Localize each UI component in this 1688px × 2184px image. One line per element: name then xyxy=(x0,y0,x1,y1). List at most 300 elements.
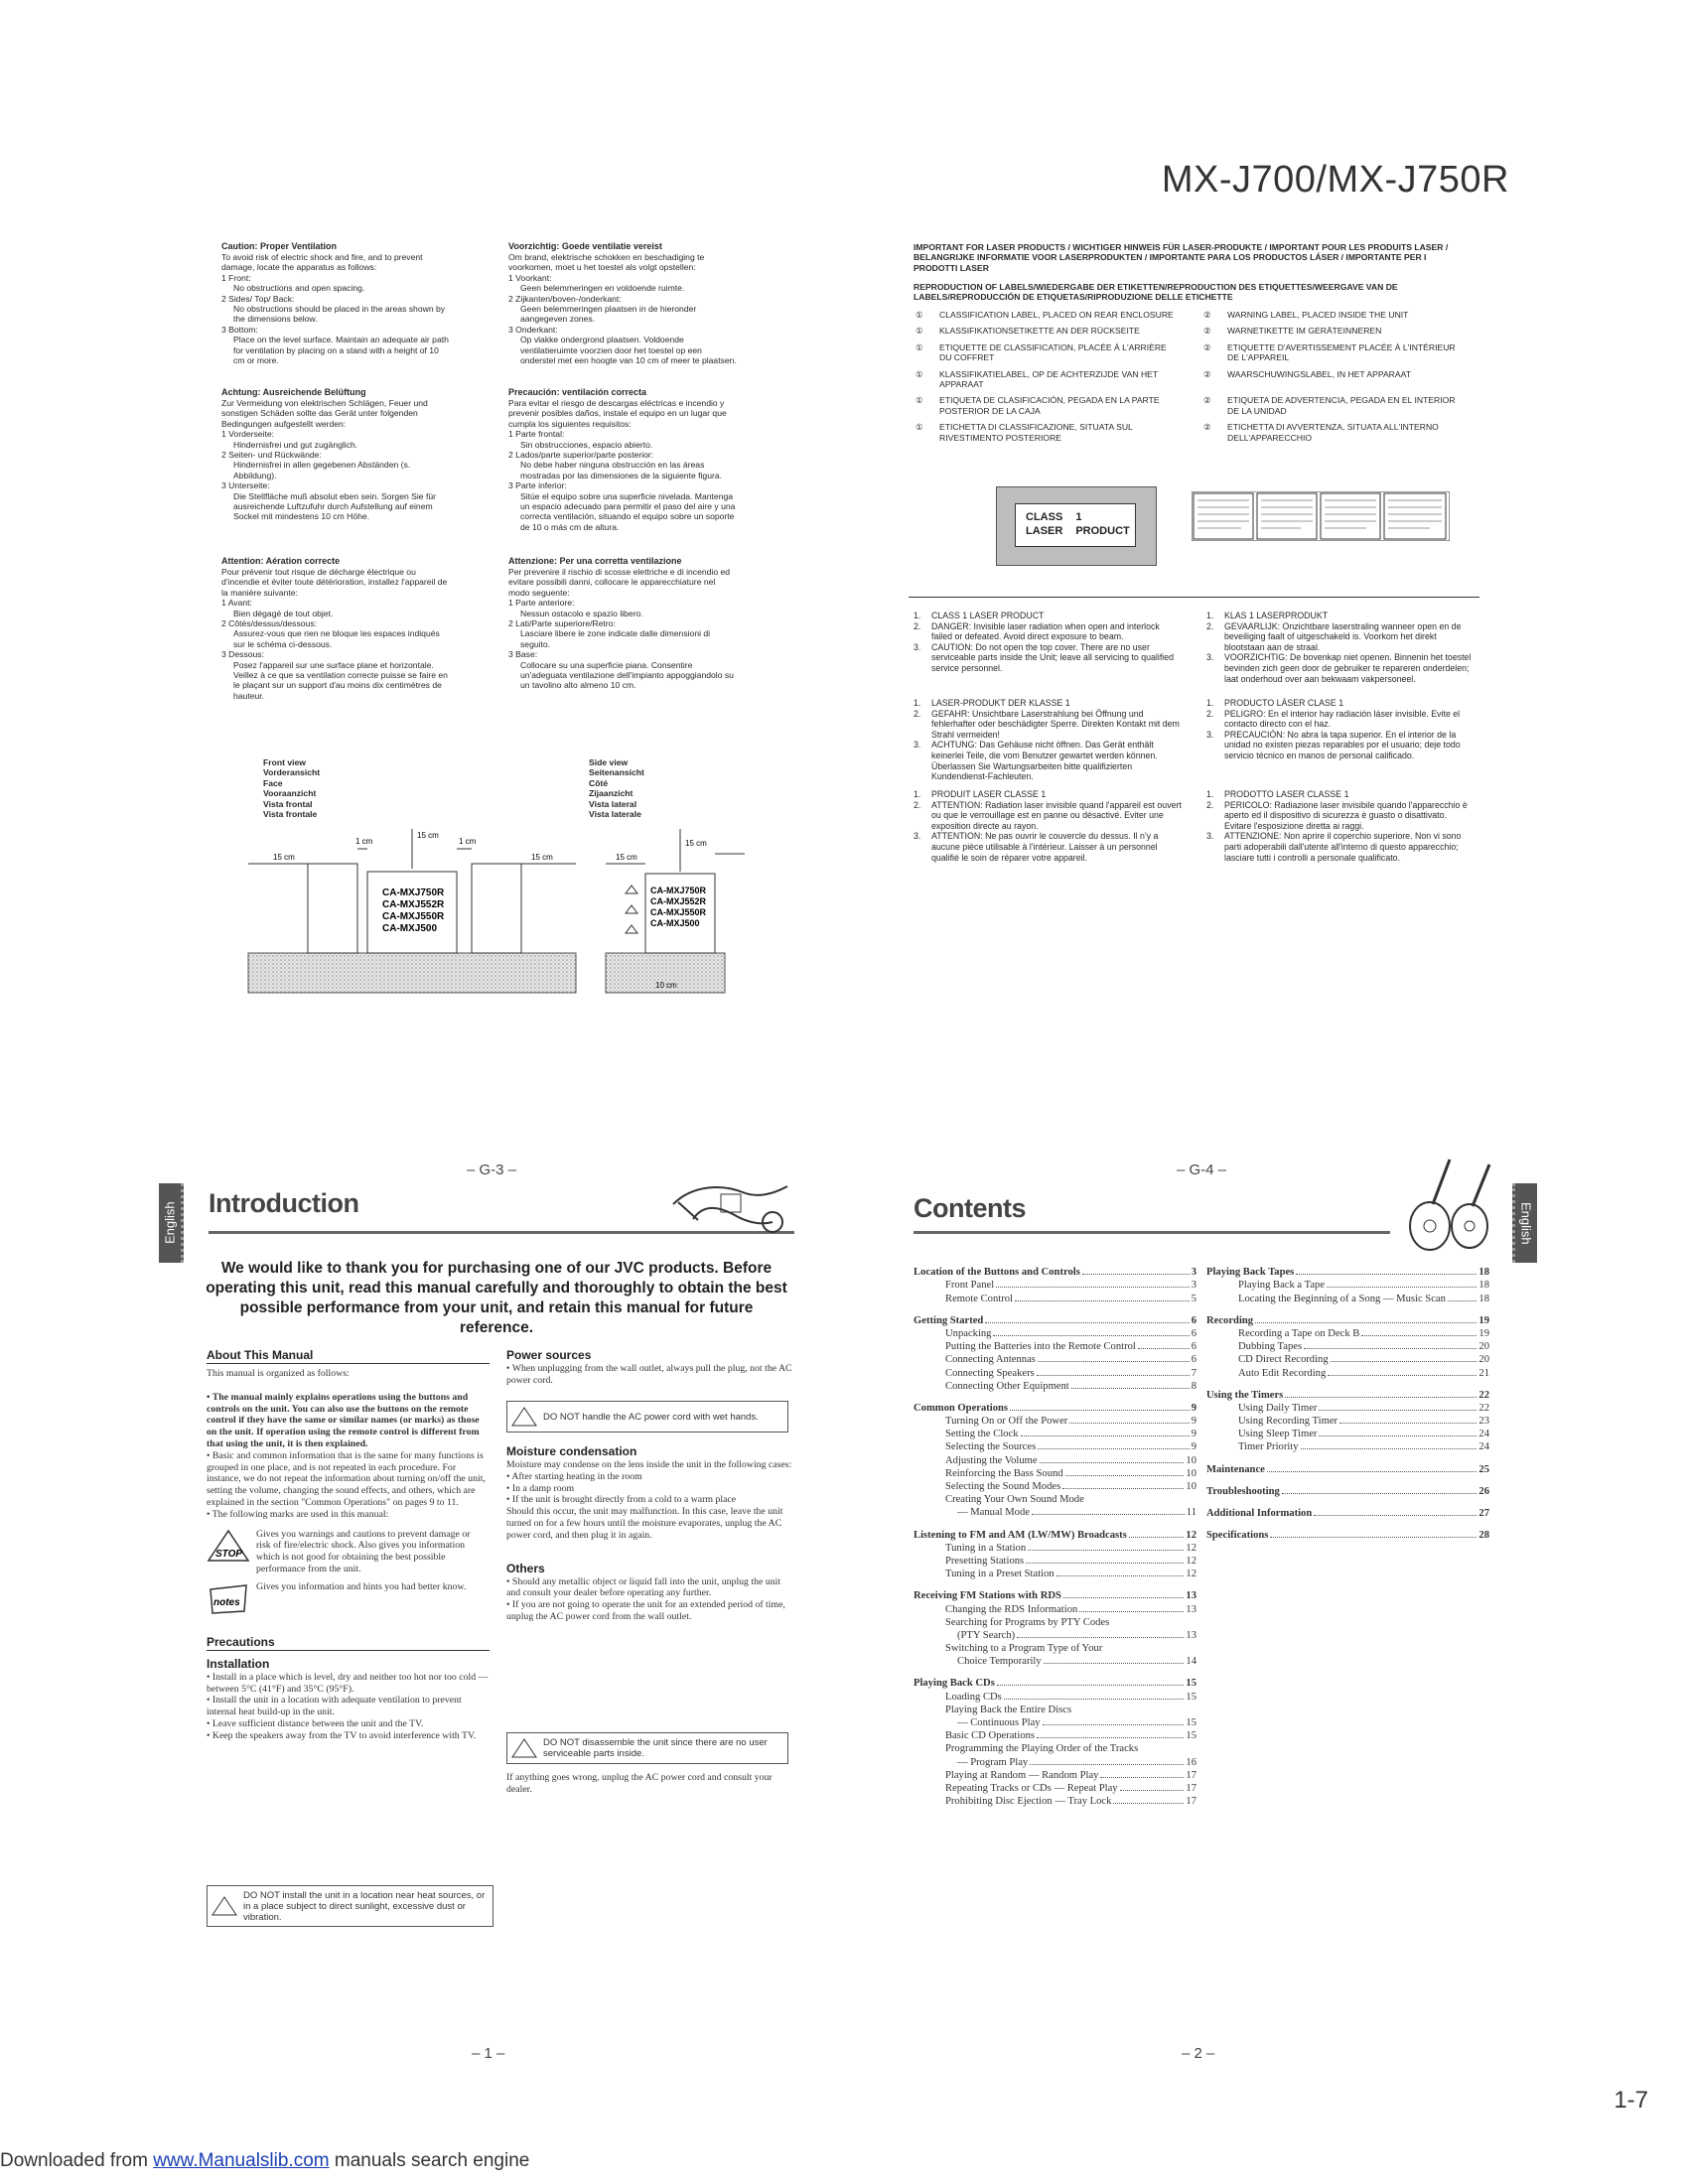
side-model-3: CA-MXJ500 xyxy=(650,918,700,928)
toc-entry[interactable] xyxy=(914,1339,1196,1352)
toc-entry[interactable] xyxy=(1206,1313,1489,1326)
laser-list-number: 2. xyxy=(914,620,921,631)
laser-list-text: KLAS 1 LASERPRODUKT xyxy=(1224,611,1329,620)
warning-stop-icon xyxy=(211,1896,237,1916)
toc-leader xyxy=(1017,1637,1184,1638)
toc-entry[interactable] xyxy=(914,1439,1196,1452)
laser-list-number: 2. xyxy=(914,708,921,719)
vent-block-line: Zur Vermeidung von elektrischen Schlägen, Feuer und sonstigen Schäden sollte das Gerät unter folgenden Bedingungen aufgestellt werden: xyxy=(221,398,428,429)
toc-entry-label: Reinforcing the Bass Sound xyxy=(945,1467,1063,1479)
toc-leader xyxy=(1032,1514,1185,1515)
footer xyxy=(0,2150,529,2172)
toc-entry[interactable] xyxy=(914,1466,1196,1479)
toc-entry[interactable] xyxy=(914,1794,1196,1807)
toc-entry[interactable] xyxy=(914,1352,1196,1365)
laser-list-text: LASER-PRODUKT DER KLASSE 1 xyxy=(931,698,1070,708)
toc-entry-label: Unpacking xyxy=(945,1327,992,1339)
laser-list-number: 1. xyxy=(914,789,921,799)
toc-entry[interactable] xyxy=(914,1741,1196,1754)
toc-entry-page: 14 xyxy=(1186,1656,1196,1668)
laser-list-item xyxy=(1206,621,1475,653)
toc-entry[interactable] xyxy=(914,1703,1196,1715)
toc-leader xyxy=(1361,1335,1477,1336)
toc-entry[interactable] xyxy=(914,1401,1196,1414)
installation-list xyxy=(207,1672,490,1742)
toc-entry[interactable] xyxy=(914,1505,1196,1518)
toc-entry-page: 7 xyxy=(1191,1367,1196,1379)
page-number-g3: – G-3 – xyxy=(467,1161,517,1178)
side-label-4: Vista lateral xyxy=(589,798,637,809)
toc-entry[interactable] xyxy=(914,1601,1196,1614)
toc-entry-label: Timer Priority xyxy=(1238,1441,1299,1453)
vent-block-line: Geen belemmeringen plaatsen in de hieronder aangegeven zones. xyxy=(520,304,697,325)
toc-right xyxy=(1206,1256,1489,1541)
laser-list-number: 2. xyxy=(914,799,921,810)
toc-leader xyxy=(1038,1448,1190,1449)
label-item xyxy=(1203,422,1462,443)
side-model-0: CA-MXJ750R xyxy=(650,886,707,895)
laser-list-item xyxy=(1206,730,1475,761)
toc-leader xyxy=(1448,1300,1477,1301)
laser-list-number: 3. xyxy=(914,641,921,652)
side-label-0: Side view xyxy=(589,757,629,767)
toc-entry-page: 12 xyxy=(1186,1569,1196,1580)
vent-block-line: 3 Base: xyxy=(508,649,538,660)
laser-word: LASER xyxy=(1026,525,1063,537)
footer-prefix: Downloaded from xyxy=(0,2150,154,2171)
vent-block-line: Geen belemmeringen en voldoende ruimte. xyxy=(520,283,685,294)
label-item-number: ② xyxy=(1203,395,1211,406)
vent-block-line: Lasciare libere le zone indicate dalle dimensioni di seguito. xyxy=(520,628,711,649)
toc-entry[interactable] xyxy=(1206,1427,1489,1439)
vent-block-line: Sitúe el equipo sobre una superficie nivelada. Mantenga un espacio adecuado para permitir el paso del aire y una correcta ventilación, situando el equipo sobre un soporte de 10 o más cm de altura. xyxy=(520,490,736,532)
moisture-section xyxy=(506,1444,794,1623)
toc-entry-label: — Continuous Play xyxy=(957,1717,1041,1728)
vent-block-line: Collocare su una superficie piana. Consentire un'adeguata ventilazione dell'impianto appoggiandolo su un tavolino alto almeno 10 cm. xyxy=(520,659,734,691)
toc-entry-label: Connecting Antennas xyxy=(945,1354,1036,1366)
front-label-1: Vorderansicht xyxy=(263,767,321,778)
toc-leader xyxy=(1082,1274,1190,1275)
toc-entry[interactable] xyxy=(1206,1339,1489,1352)
toc-leader xyxy=(1065,1475,1185,1476)
toc-entry-page: 9 xyxy=(1191,1429,1196,1440)
toc-leader xyxy=(1319,1435,1477,1436)
toc-entry[interactable] xyxy=(1206,1265,1489,1278)
stop-mark-text: Gives you warnings and cautions to prevent damage or risk of fire/electric shock. Also gives you information which is not good for obtaining the best possible performance from the unit. xyxy=(256,1528,471,1574)
model-1: CA-MXJ552R xyxy=(382,899,445,910)
power-bullet: • When unplugging from the wall outlet, always pull the plug, not the AC power cord. xyxy=(506,1363,792,1386)
vent-block-line: To avoid risk of electric shock and fire, and to prevent damage, locate the apparatus as follows: xyxy=(221,252,423,273)
toc-entry[interactable] xyxy=(914,1265,1196,1278)
toc-entry-page: 9 xyxy=(1191,1416,1196,1428)
vent-block-line: 2 Lados/parte superior/parte posterior: xyxy=(508,450,654,461)
toc-entry-page: 12 xyxy=(1186,1542,1196,1554)
toc-entry-label: Troubleshooting xyxy=(1206,1485,1280,1497)
side-label-5: Vista laterale xyxy=(589,809,641,820)
toc-leader xyxy=(1296,1274,1477,1275)
toc-leader xyxy=(1282,1493,1477,1494)
toc-entry-page: 10 xyxy=(1186,1454,1196,1466)
toc-entry[interactable] xyxy=(914,1541,1196,1554)
page-number-2: – 2 – xyxy=(1182,2045,1215,2062)
toc-entry[interactable] xyxy=(914,1379,1196,1392)
toc-entry[interactable] xyxy=(1206,1439,1489,1452)
toc-leader xyxy=(1043,1724,1185,1725)
laser-list-text: PRODUIT LASER CLASSE 1 xyxy=(931,789,1047,799)
toc-entry-label: Locating the Beginning of a Song — Music Scan xyxy=(1238,1293,1446,1304)
toc-entry-label: Using Sleep Timer xyxy=(1238,1429,1318,1440)
laser-list-number: 1. xyxy=(914,698,921,708)
toc-entry[interactable] xyxy=(914,1689,1196,1702)
front-label-5: Vista frontale xyxy=(263,809,318,820)
otherslist-item: • If you are not going to operate the unit for an extended period of time, unplug the AC power cord from the wall outlet. xyxy=(506,1599,785,1622)
laser-list-text: ACHTUNG: Das Gehäuse nicht öffnen. Das Gerät enthält keinerlei Teile, die vom Benutzer gewartet werden können. Überlassen Sie Wartungsarbeiten bitte qualifizierten Kundendienst-Fachleuten. xyxy=(931,740,1158,782)
toc-leader xyxy=(1069,1423,1189,1424)
toc-leader xyxy=(1100,1777,1184,1778)
label-item-number: ② xyxy=(1203,310,1211,320)
toc-entry-page: 22 xyxy=(1478,1389,1489,1401)
toc-entry-page: 12 xyxy=(1186,1529,1196,1541)
toc-entry-page: 22 xyxy=(1478,1402,1489,1414)
installlist-item: • Leave sufficient distance between the unit and the TV. xyxy=(207,1717,424,1729)
toc-entry[interactable] xyxy=(914,1313,1196,1326)
language-tab-right xyxy=(1512,1183,1537,1263)
warning-stop-icon-2 xyxy=(511,1407,537,1427)
toc-entry-label: Searching for Programs by PTY Codes xyxy=(945,1616,1110,1628)
vent-block-line: 2 Zijkanten/boven-/onderkant: xyxy=(508,293,622,304)
moisture-end: Should this occur, the unit may malfunction. In this case, leave the unit turned on for a few hours until the moisture evaporates, unplug the AC power cord, and then plug it in again. xyxy=(506,1506,783,1541)
toc-leader xyxy=(996,1287,1190,1288)
laser-list-text: PRODUCTO LÁSER CLASE 1 xyxy=(1224,698,1344,708)
label-item-number: ② xyxy=(1203,326,1211,337)
warning-install xyxy=(207,1885,493,1927)
toc-entry[interactable] xyxy=(914,1554,1196,1567)
label-item-text: ETIQUETTE D'AVERTISSEMENT PLACÉE À L'INTÉRIEUR DE L'APPAREIL xyxy=(1227,341,1456,363)
laser-list-text: CAUTION: Do not open the top cover. There are no user serviceable parts inside the Unit; leave all servicing to qualified service personnel. xyxy=(931,641,1174,673)
label-item-text: WAARSCHUWINGSLABEL, IN HET APPARAAT xyxy=(1227,368,1411,379)
laser-list-item xyxy=(1206,652,1475,684)
toc-entry-page: 23 xyxy=(1478,1416,1489,1428)
moistlist-item: • If the unit is brought directly from a cold to a warm place xyxy=(506,1494,737,1506)
toc-entry[interactable] xyxy=(914,1365,1196,1378)
laser-list-text: PELIGRO: En el interior hay radiación láser invisible. Evite el contacto directo con el haz. xyxy=(1224,708,1461,730)
toc-entry-label: Tuning in a Preset Station xyxy=(945,1569,1055,1580)
toc-entry[interactable] xyxy=(914,1414,1196,1427)
vent-block-line: 2 Lati/Parte superiore/Retro: xyxy=(508,618,616,629)
laser-list-text: GEVAARLIJK: Onzichtbare laserstraling wanneer open en de beveiliging faalt of uitgeschakeld is. Voorkom het direkt blootstaan aan de straal. xyxy=(1224,620,1462,652)
dim-1cm-right: 1 cm xyxy=(459,837,477,846)
toc-entry-label: Programming the Playing Order of the Tracks xyxy=(945,1743,1139,1755)
label-item-text: CLASSIFICATION LABEL, PLACED ON REAR ENCLOSURE xyxy=(939,310,1174,320)
toc-entry[interactable] xyxy=(1206,1326,1489,1339)
vent-block xyxy=(508,556,737,691)
class1-label xyxy=(996,486,1157,566)
front-label-4: Vista frontal xyxy=(263,798,313,809)
laser-list-number: 1. xyxy=(1206,611,1214,620)
toc-entry-label: Turning On or Off the Power xyxy=(945,1416,1068,1428)
toc-entry[interactable] xyxy=(914,1715,1196,1728)
toc-leader xyxy=(1339,1423,1477,1424)
laser-list-number: 1. xyxy=(914,611,921,620)
laser-list-number: 2. xyxy=(1206,708,1214,719)
side-model-1: CA-MXJ552R xyxy=(650,896,707,906)
toc-entry[interactable] xyxy=(1206,1484,1489,1497)
label-item-text: ETIQUETA DE CLASIFICACIÓN, PEGADA EN LA PARTE POSTERIOR DE LA CAJA xyxy=(939,395,1160,416)
toc-leader xyxy=(1328,1375,1477,1376)
toc-entry[interactable] xyxy=(914,1754,1196,1767)
toc-entry[interactable] xyxy=(1206,1388,1489,1401)
toc-entry[interactable] xyxy=(914,1615,1196,1628)
about-section xyxy=(207,1348,490,1742)
toc-entry-page: 18 xyxy=(1478,1267,1489,1279)
about-intro: This manual is organized as follows: xyxy=(207,1368,350,1379)
label-item-number: ② xyxy=(1203,368,1211,379)
toc-entry[interactable] xyxy=(1206,1506,1489,1519)
toc-leader xyxy=(1113,1803,1184,1804)
toc-leader xyxy=(1015,1300,1190,1301)
toc-entry-label: Specifications xyxy=(1206,1530,1269,1542)
class1-inner xyxy=(1015,503,1136,547)
toc-entry-page: 24 xyxy=(1478,1441,1489,1453)
label-item-number: ① xyxy=(915,422,923,433)
toc-leader xyxy=(997,1685,1185,1686)
label-item xyxy=(915,395,1174,416)
product-word: PRODUCT xyxy=(1075,525,1130,537)
toc-entry-page: 6 xyxy=(1191,1341,1196,1353)
vent-block-line: 1 Parte frontal: xyxy=(508,429,565,440)
toc-entry-page: 25 xyxy=(1478,1463,1489,1475)
laser-list-text: VOORZICHTIG: De bovenkap niet openen. Binnenin het toestel bevinden zich geen door de gebruiker te repareren onderdelen; laat onderhoud over aan bekwaam vakpersoneel. xyxy=(1224,652,1472,684)
vent-block-line: 3 Unterseite: xyxy=(221,480,270,491)
dim-15cm-top: 15 cm xyxy=(417,831,439,840)
toc-leader xyxy=(1327,1287,1477,1288)
label-item-number: ① xyxy=(915,368,923,379)
label-item-number: ② xyxy=(1203,341,1211,352)
toc-entry[interactable] xyxy=(914,1452,1196,1465)
label-locations xyxy=(915,310,1462,443)
label-item-text: ETICHETTA DI CLASSIFICAZIONE, SITUATA SUL RIVESTIMENTO POSTERIORE xyxy=(939,422,1133,443)
laser-list xyxy=(1206,789,1475,863)
footer-link[interactable]: www.Manualslib.com xyxy=(153,2150,330,2171)
vent-block-line: 1 Avant: xyxy=(221,598,252,609)
toc-entry-label: Additional Information xyxy=(1206,1508,1313,1519)
precautions-title: Precautions xyxy=(207,1635,490,1651)
toc-entry-label: Connecting Other Equipment xyxy=(945,1380,1069,1392)
warning-power-text: DO NOT handle the AC power cord with wet hands. xyxy=(543,1411,759,1423)
toc-entry-page: 6 xyxy=(1191,1354,1196,1366)
vent-block-line: 1 Front: xyxy=(221,272,251,283)
intro-lead: We would like to thank you for purchasing one of our JVC products. Before operating this unit, read this manual carefully and thoroughly to obtain the best possible performance from your unit, and retain this manual for future reference. xyxy=(206,1260,787,1336)
toc-entry[interactable] xyxy=(914,1728,1196,1741)
toc-entry[interactable] xyxy=(914,1278,1196,1291)
toc-entry-page: 9 xyxy=(1191,1402,1196,1414)
laser-list-text: PRODOTTO LASER CLASSE 1 xyxy=(1224,789,1349,799)
dim-15cm-side-left: 15 cm xyxy=(616,853,637,862)
laser-list-item xyxy=(914,800,1182,832)
warning-disassemble xyxy=(506,1732,788,1764)
label-item-number: ① xyxy=(915,326,923,337)
toc-entry-label: Dubbing Tapes xyxy=(1238,1341,1303,1353)
about-bullet-2: • Basic and common information that is the same for many functions is grouped in one place, and is not repeated in each procedure. For instance, we do not repeat the information about turning on/off the unit, setting the volume, changing the sound effects, and others, which are explained in the section "Common Operations" on pages 9 to 11. xyxy=(207,1449,486,1508)
toc-entry-page: 20 xyxy=(1478,1354,1489,1366)
toc-entry-page: 15 xyxy=(1186,1717,1196,1728)
toc-entry-label: Selecting the Sources xyxy=(945,1441,1037,1453)
front-label-2: Face xyxy=(263,777,283,788)
toc-entry[interactable] xyxy=(1206,1401,1489,1414)
toc-entry-label: Remote Control xyxy=(945,1293,1013,1304)
installlist-item: • Install in a place which is level, dry and neither too hot nor too cold — between 5°C (41°F) and 35°C (95°F). xyxy=(207,1671,489,1695)
toc-leader xyxy=(1004,1699,1185,1700)
laser-list-number: 1. xyxy=(1206,789,1214,799)
toc-entry[interactable] xyxy=(914,1654,1196,1667)
toc-entry[interactable] xyxy=(914,1492,1196,1505)
toc-entry-page: 6 xyxy=(1191,1314,1196,1326)
toc-entry[interactable] xyxy=(914,1567,1196,1579)
vent-block-line: Para evitar el riesgo de descargas eléctricas e incendio y prevenir posibles daños, instale el equipo en un lugar que cumpla los siguientes requisitos: xyxy=(508,398,727,429)
toc-entry[interactable] xyxy=(914,1628,1196,1641)
moisture-intro: Moisture may condense on the lens inside the unit in the following cases: xyxy=(506,1459,792,1470)
label-item-text: ETICHETTA DI AVVERTENZA, SITUATA ALL'INTERNO DELL'APPARECCHIO xyxy=(1227,422,1439,443)
toc-entry-label: Common Operations xyxy=(914,1402,1009,1414)
toc-entry-page: 10 xyxy=(1186,1467,1196,1479)
vent-block-line: 3 Dessous: xyxy=(221,649,264,660)
toc-entry-page: 17 xyxy=(1186,1782,1196,1794)
others-end: If anything goes wrong, unplug the AC power cord and consult your dealer. xyxy=(506,1772,773,1795)
vent-block-line: 2 Seiten- und Rückwände: xyxy=(221,450,322,461)
toc-entry-label: Presetting Stations xyxy=(945,1555,1025,1567)
toc-entry[interactable] xyxy=(1206,1278,1489,1291)
toc-entry[interactable] xyxy=(914,1527,1196,1540)
laser-list-text: ATTENZIONE: Non aprire il coperchio superiore. Non vi sono parti adoperabili dall'utente all'interno di questo apparecchio; lasciare tutti i controlli a personale qualificato. xyxy=(1224,831,1462,863)
warning-power xyxy=(506,1401,788,1433)
toc-entry-label: Using Recording Timer xyxy=(1238,1416,1338,1428)
laser-list-item xyxy=(1206,611,1475,621)
toc-entry[interactable] xyxy=(914,1676,1196,1689)
laser-list-item xyxy=(914,621,1182,642)
laser-heading: IMPORTANT FOR LASER PRODUCTS / WICHTIGER HINWEIS FÜR LASER-PRODUKTE / IMPORTANT POUR LES PRODUITS LASER / BELANGRIJKE INFORMATIE VOOR LASERPRODUKTEN / IMPORTANTE PARA LOS PRODUCTOS LÁSER / IMPORTANTE PER I PRODOTTI LASER xyxy=(914,242,1449,273)
toc-entry-label: Using Daily Timer xyxy=(1238,1402,1318,1414)
laser-list-item xyxy=(1206,709,1475,730)
toc-entry-label: Prohibiting Disc Ejection — Tray Lock xyxy=(945,1796,1112,1808)
warning-disassemble-text: DO NOT disassemble the unit since there are no user serviceable parts inside. xyxy=(543,1737,768,1759)
toc-entry-page: 18 xyxy=(1478,1293,1489,1304)
toc-entry-label: Loading CDs xyxy=(945,1691,1002,1703)
toc-leader xyxy=(1304,1348,1477,1349)
toc-leader xyxy=(1062,1488,1184,1489)
vent-block-line: Op vlakke ondergrond plaatsen. Voldoende ventilatieruimte voorzien door het toestel op een onderstel met een hoogte van 10 cm of meer te plaatsen. xyxy=(520,335,737,366)
vent-block-title: Attention: Aération correcte xyxy=(221,556,341,566)
side-model-2: CA-MXJ550R xyxy=(650,907,707,917)
model-0: CA-MXJ750R xyxy=(382,887,445,898)
toc-entry[interactable] xyxy=(1206,1528,1489,1541)
toc-leader xyxy=(1040,1462,1185,1463)
toc-entry[interactable] xyxy=(1206,1365,1489,1378)
laser-list-item xyxy=(1206,831,1475,863)
toc-entry-page: 12 xyxy=(1186,1555,1196,1567)
toc-entry-page: 24 xyxy=(1478,1429,1489,1440)
toc-entry[interactable] xyxy=(914,1781,1196,1794)
label-item xyxy=(915,369,1174,390)
laser-list-item xyxy=(1206,698,1475,709)
toc-entry-label: Creating Your Own Sound Mode xyxy=(945,1494,1084,1506)
toc-entry[interactable] xyxy=(1206,1352,1489,1365)
dim-15cm-right: 15 cm xyxy=(531,853,553,862)
toc-entry-label: Playing Back Tapes xyxy=(1206,1267,1295,1279)
toc-entry[interactable] xyxy=(914,1326,1196,1339)
laser-list-item xyxy=(914,831,1182,863)
toc-leader xyxy=(1129,1537,1185,1538)
toc-entry-page: 13 xyxy=(1186,1629,1196,1641)
g4-rule xyxy=(909,597,1479,598)
toc-entry-page: 9 xyxy=(1191,1441,1196,1453)
toc-leader xyxy=(1030,1764,1184,1765)
label-item xyxy=(915,310,1174,320)
sheet-page-number: 1-7 xyxy=(1614,2087,1648,2114)
toc-leader xyxy=(1331,1361,1477,1362)
toc-entry[interactable] xyxy=(1206,1461,1489,1474)
toc-entry[interactable] xyxy=(914,1479,1196,1492)
toc-entry[interactable] xyxy=(914,1641,1196,1654)
vent-block-line: 2 Sides/ Top/ Back: xyxy=(221,293,295,304)
toc-leader xyxy=(1063,1597,1185,1598)
toc-entry-label: Maintenance xyxy=(1206,1463,1265,1475)
ventilation-diagram xyxy=(228,824,745,1023)
vent-block-line: Posez l'appareil sur une surface plane et horizontale. Veillez à ce que sa ventilation correcte puisse se faire en le plaçant sur un support d'au moins dix centimètres de hauteur. xyxy=(233,659,448,701)
toc-entry[interactable] xyxy=(914,1768,1196,1781)
toc-leader xyxy=(1071,1388,1190,1389)
vent-block-line: Sin obstrucciones, espacio abierto. xyxy=(520,439,653,450)
label-item-text: WARNING LABEL, PLACED INSIDE THE UNIT xyxy=(1227,310,1409,320)
toc-leader xyxy=(1026,1563,1184,1564)
toc-entry[interactable] xyxy=(914,1291,1196,1303)
toc-leader xyxy=(985,1322,1189,1323)
label-item-text: KLASSIFIKATIELABEL, OP DE ACHTERZIJDE VAN HET APPARAAT xyxy=(939,368,1158,390)
moisture-title: Moisture condensation xyxy=(506,1444,637,1458)
power-title: Power sources xyxy=(506,1348,592,1362)
toc-entry[interactable] xyxy=(914,1588,1196,1601)
label-item xyxy=(1203,310,1462,320)
vent-block-line: Pour prévenir tout risque de décharge électrique ou d'incendie et éviter toute détérioration, installez l'appareil de la manière suivante: xyxy=(221,567,448,598)
vent-block-line: 2 Côtés/dessus/dessous: xyxy=(221,618,318,629)
toc-entry-page: 20 xyxy=(1478,1341,1489,1353)
front-view-labels xyxy=(263,757,320,819)
labels-heading: REPRODUCTION OF LABELS/WIEDERGABE DER ETIKETTEN/REPRODUCTION DES ETIQUETTES/WEERGAVE VAN DE LABELS/REPRODUCCIÓN DE ETIQUETAS/RIPRODUZIONE DELLE ETICHETTE xyxy=(914,282,1398,303)
dim-10cm: 10 cm xyxy=(655,981,677,990)
laser-list-item xyxy=(914,642,1182,674)
vent-block-title: Attenzione: Per una corretta ventilazione xyxy=(508,556,682,566)
laser-list-number: 1. xyxy=(1206,698,1214,708)
vent-block-line: Per prevenire il rischio di scosse elettriche e di incendio ed evitare possibili danni, collocare le apparecchiature nel modo seguente: xyxy=(508,567,731,598)
toc-entry-page: 3 xyxy=(1191,1280,1196,1292)
toc-leader xyxy=(1056,1575,1185,1576)
label-item-number: ① xyxy=(915,341,923,352)
toc-leader xyxy=(1037,1375,1190,1376)
toc-entry-label: Receiving FM Stations with RDS xyxy=(914,1590,1061,1602)
laser-list-number: 3. xyxy=(914,740,921,751)
label-item xyxy=(915,422,1174,443)
toc-entry-page: 3 xyxy=(1191,1267,1196,1279)
notes-icon xyxy=(207,1581,250,1615)
toc-entry[interactable] xyxy=(1206,1414,1489,1427)
toc-entry[interactable] xyxy=(1206,1291,1489,1303)
toc-entry[interactable] xyxy=(914,1427,1196,1439)
toc-entry-label: Tuning in a Station xyxy=(945,1542,1027,1554)
label-item-number: ① xyxy=(915,310,923,320)
label-item xyxy=(915,326,1174,336)
toc-entry-page: 8 xyxy=(1191,1380,1196,1392)
moistlist-item: • After starting heating in the room xyxy=(506,1470,642,1482)
laser-list xyxy=(1206,611,1475,684)
